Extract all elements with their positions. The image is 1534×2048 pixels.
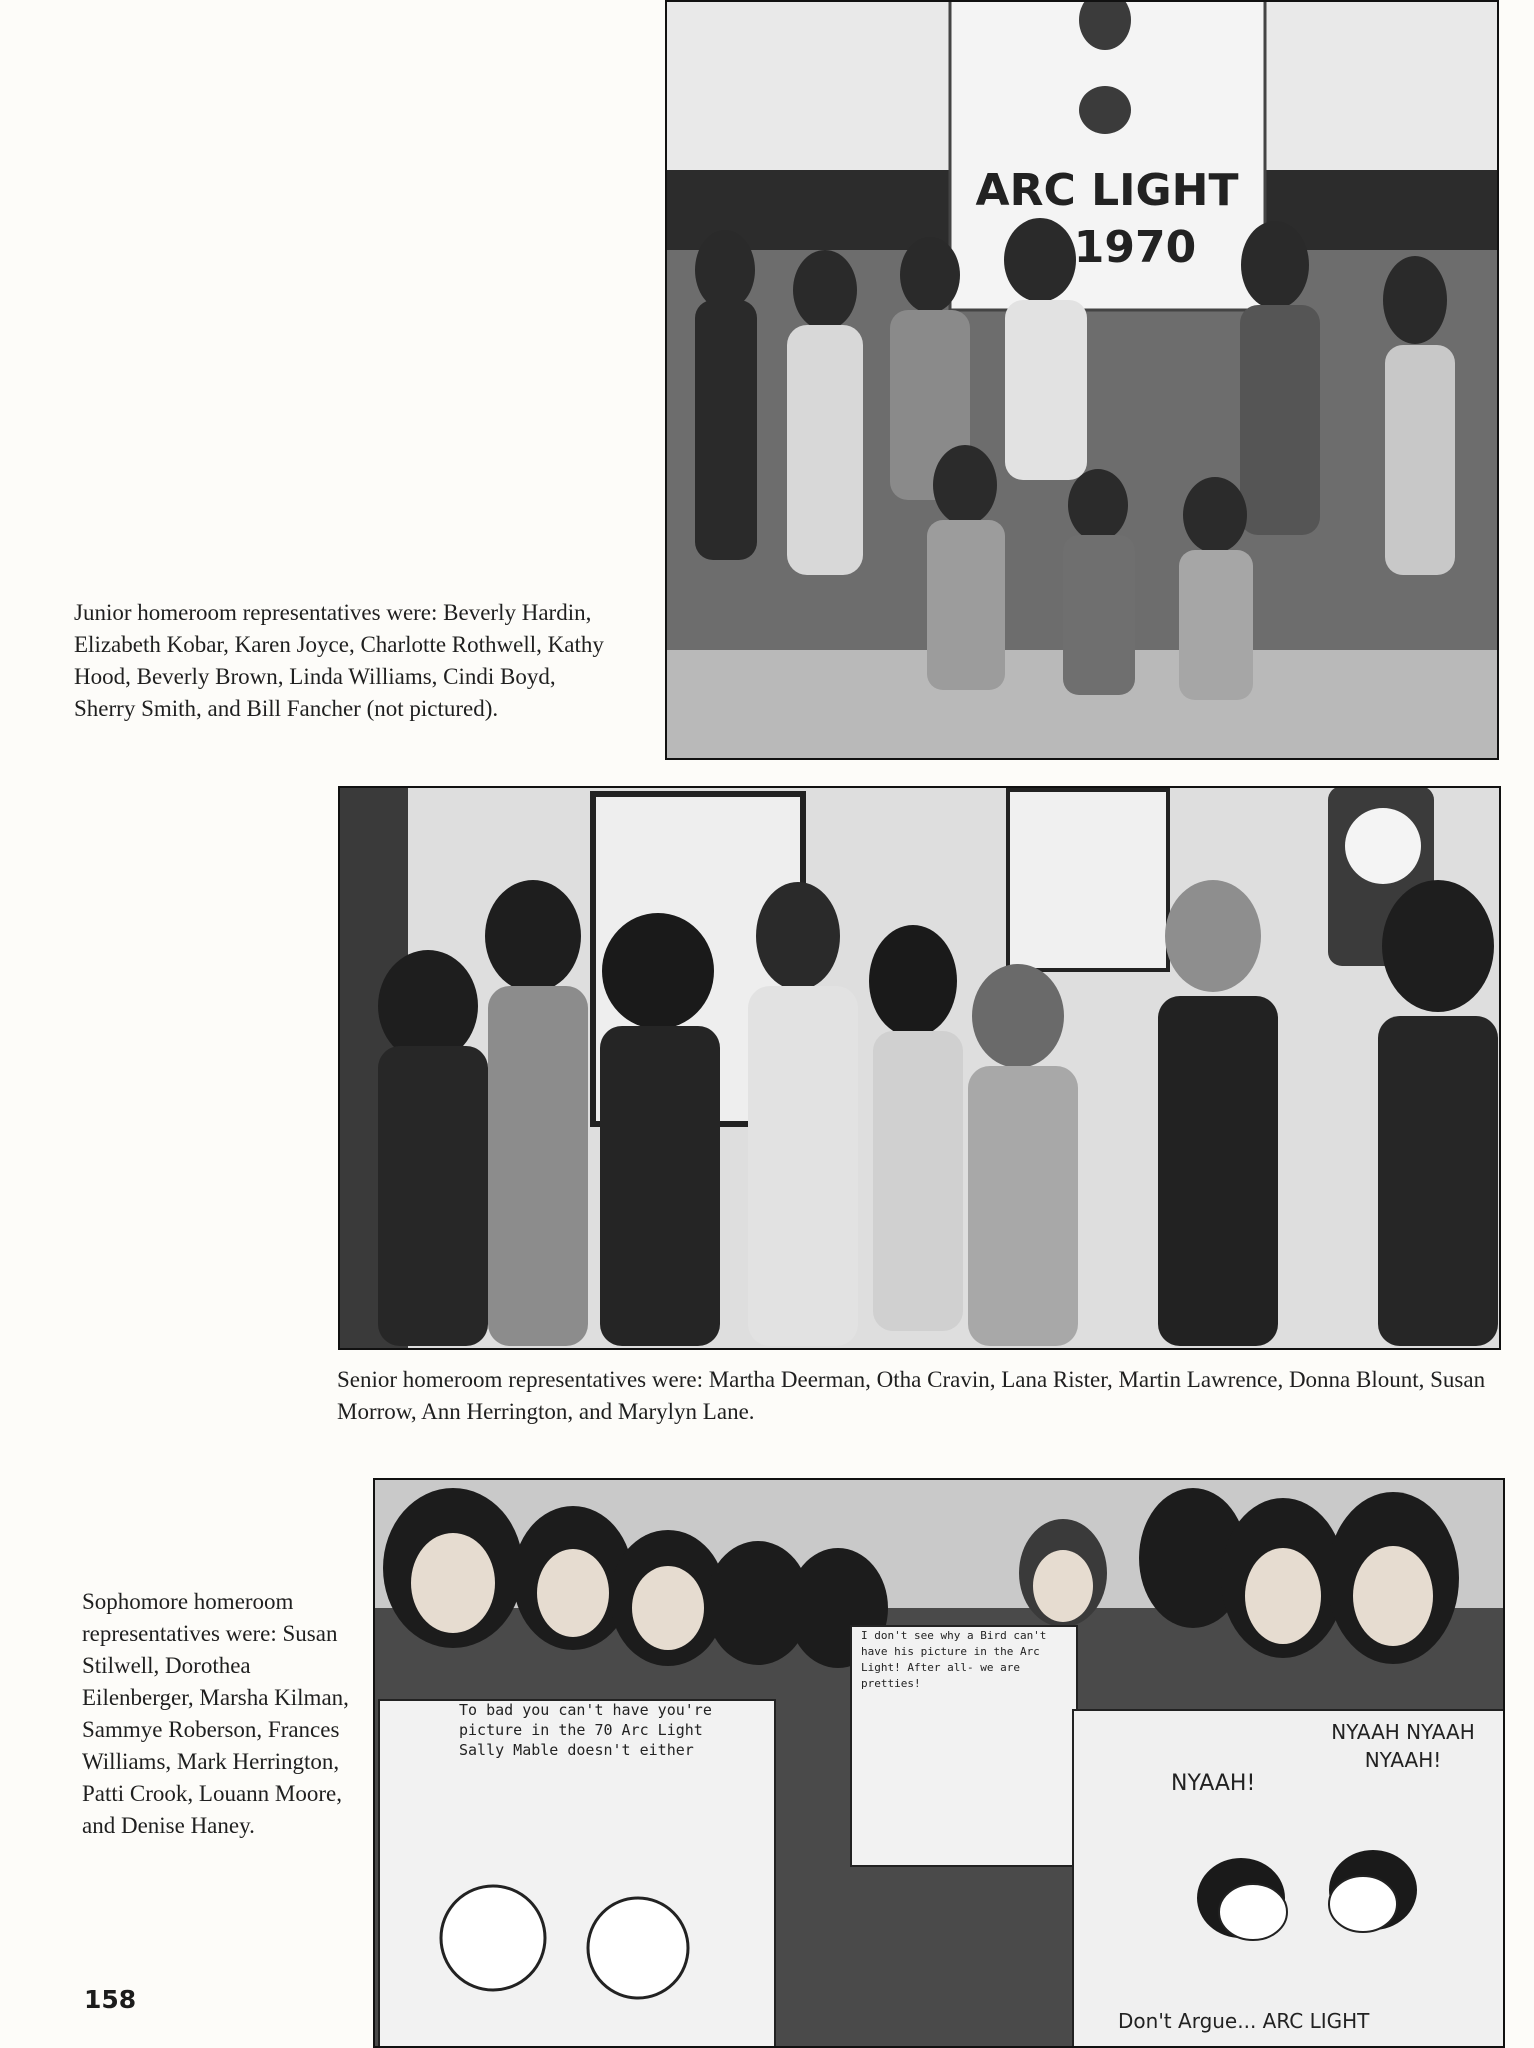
senior-representatives-photo [338, 786, 1501, 1350]
sophomore-representatives-photo [373, 1478, 1505, 2048]
sign-right-b-text: NYAAH NYAAH NYAAH! [1331, 1720, 1475, 1772]
sign-right-a-text: NYAAH! [1171, 1771, 1256, 1796]
sign-bottom-text: Don't Argue... ARC LIGHT [1118, 2009, 1370, 2033]
banner-title: ARC LIGHT [975, 165, 1239, 216]
junior-caption: Junior homeroom representatives were: Beverly Hardin, Elizabeth Kobar, Karen Joyce, Charlotte Rothwell, Kathy Hood, Beverly Brown, Linda Williams, Cindi Boyd, Sherry Smith, and Bill Fancher (not pictured). [74, 600, 604, 721]
banner-year: 1970 [1073, 222, 1197, 273]
sophomore-caption: Sophomore homeroom representatives were: Susan Stilwell, Dorothea Eilenberger, Marsha Kilman, Sammye Roberson, Frances Williams, Mark Herrington, Patti Crook, Louann Moore, and Denise Haney. [82, 1589, 349, 1838]
senior-caption: Senior homeroom representatives were: Martha Deerman, Otha Cravin, Lana Rister, Martin Lawrence, Donna Blount, Susan Morrow, Ann Herrington, and Marylyn Lane. [337, 1367, 1486, 1424]
page-number: 158 [84, 1985, 137, 2014]
junior-representatives-photo [665, 0, 1499, 760]
sign-left-text: To bad you can't have you're picture in the 70 Arc Light Sally Mable doesn't either [459, 1701, 712, 1759]
sign-middle-text: I don't see why a Bird can't have his picture in the Arc Light! After all- we are pretties! [861, 1629, 1047, 1690]
